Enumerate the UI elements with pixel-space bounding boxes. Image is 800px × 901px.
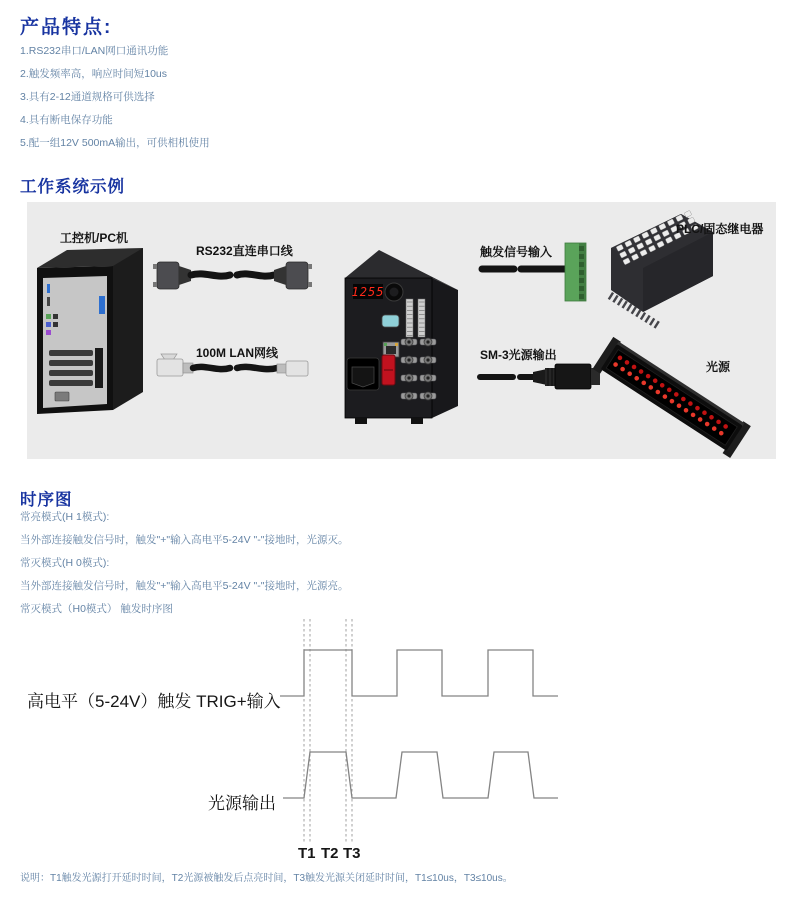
mode-line: 常灭模式（H0模式） 触发时序图: [20, 603, 173, 615]
pc-drive-bay: [49, 360, 93, 366]
feature-item: 4.具有断电保存功能: [20, 114, 113, 126]
sm3-cable-illustration: [480, 364, 600, 389]
light-label: 光源: [706, 360, 731, 374]
sm3-label: SM-3光源输出: [480, 348, 557, 362]
trig-wave-label: 高电平（5-24V）触发 TRIG+输入: [27, 692, 281, 711]
system-example-title: 工作系统示例: [20, 178, 125, 196]
guide-lines: [304, 619, 352, 843]
light-waveform: [283, 752, 558, 798]
timing-note: 说明：T1触发光源打开延时时间，T2光源被触发后点亮时间，T3触发光源关闭延时时间，T1≤10us，T3≤10us。: [20, 873, 513, 884]
system-diagram: [27, 202, 776, 459]
vga-port-icon: [382, 315, 399, 327]
feature-item: 5.配一组12V 500mA输出，可供相机使用: [20, 137, 210, 149]
t2-label: T2: [321, 845, 339, 862]
mode-line: 当外部连接触发信号时，触发"+"输入高电平5-24V "-"接地时，光源亮。: [20, 580, 349, 592]
pc-port-icon: [47, 284, 50, 293]
t3-label: T3: [343, 845, 361, 862]
trigger-label: 触发信号输入: [480, 245, 553, 259]
feature-item: 1.RS232串口/LAN网口通讯功能: [20, 45, 169, 57]
features-title: 产品特点:: [20, 17, 113, 38]
timing-mode-lines: [20, 506, 348, 621]
feature-item: 3.具有2-12通道规格可供选择: [20, 91, 155, 103]
led-display-readout: 1255: [351, 285, 385, 299]
pc-tower-illustration: [37, 248, 143, 414]
feature-item: 2.触发频率高，响应时间短10us: [20, 68, 168, 80]
rs232-label: RS232直连串口线: [196, 244, 293, 258]
controller-foot: [411, 418, 423, 424]
timing-title: 时序图: [20, 491, 73, 509]
features-list: [20, 40, 210, 155]
pc-drive-bay: [49, 380, 93, 386]
light-wave-label: 光源输出: [208, 794, 276, 813]
mode-line: 常灭模式(H 0模式):: [20, 557, 110, 569]
sm3-connector: [555, 364, 591, 389]
light-bar-illustration: [593, 337, 751, 458]
mode-line: 当外部连接触发信号时，触发"+"输入高电平5-24V "-"接地时，光源灭。: [20, 534, 349, 546]
pc-drive-bay: [49, 370, 93, 376]
controller-illustration: [345, 250, 458, 424]
rs232-cable-illustration: [153, 262, 312, 289]
pc-drive-bay: [49, 350, 93, 356]
t1-label: T1: [298, 845, 316, 862]
lan-label: 100M LAN网线: [196, 346, 279, 360]
pc-emblem: [55, 392, 69, 401]
plc-label: PLC/固态继电器: [676, 222, 764, 236]
trig-waveform: [280, 650, 558, 696]
mode-line: 常亮模式(H 1模式):: [20, 511, 110, 523]
controller-foot: [355, 418, 367, 424]
pc-label: 工控机/PC机: [60, 231, 129, 245]
